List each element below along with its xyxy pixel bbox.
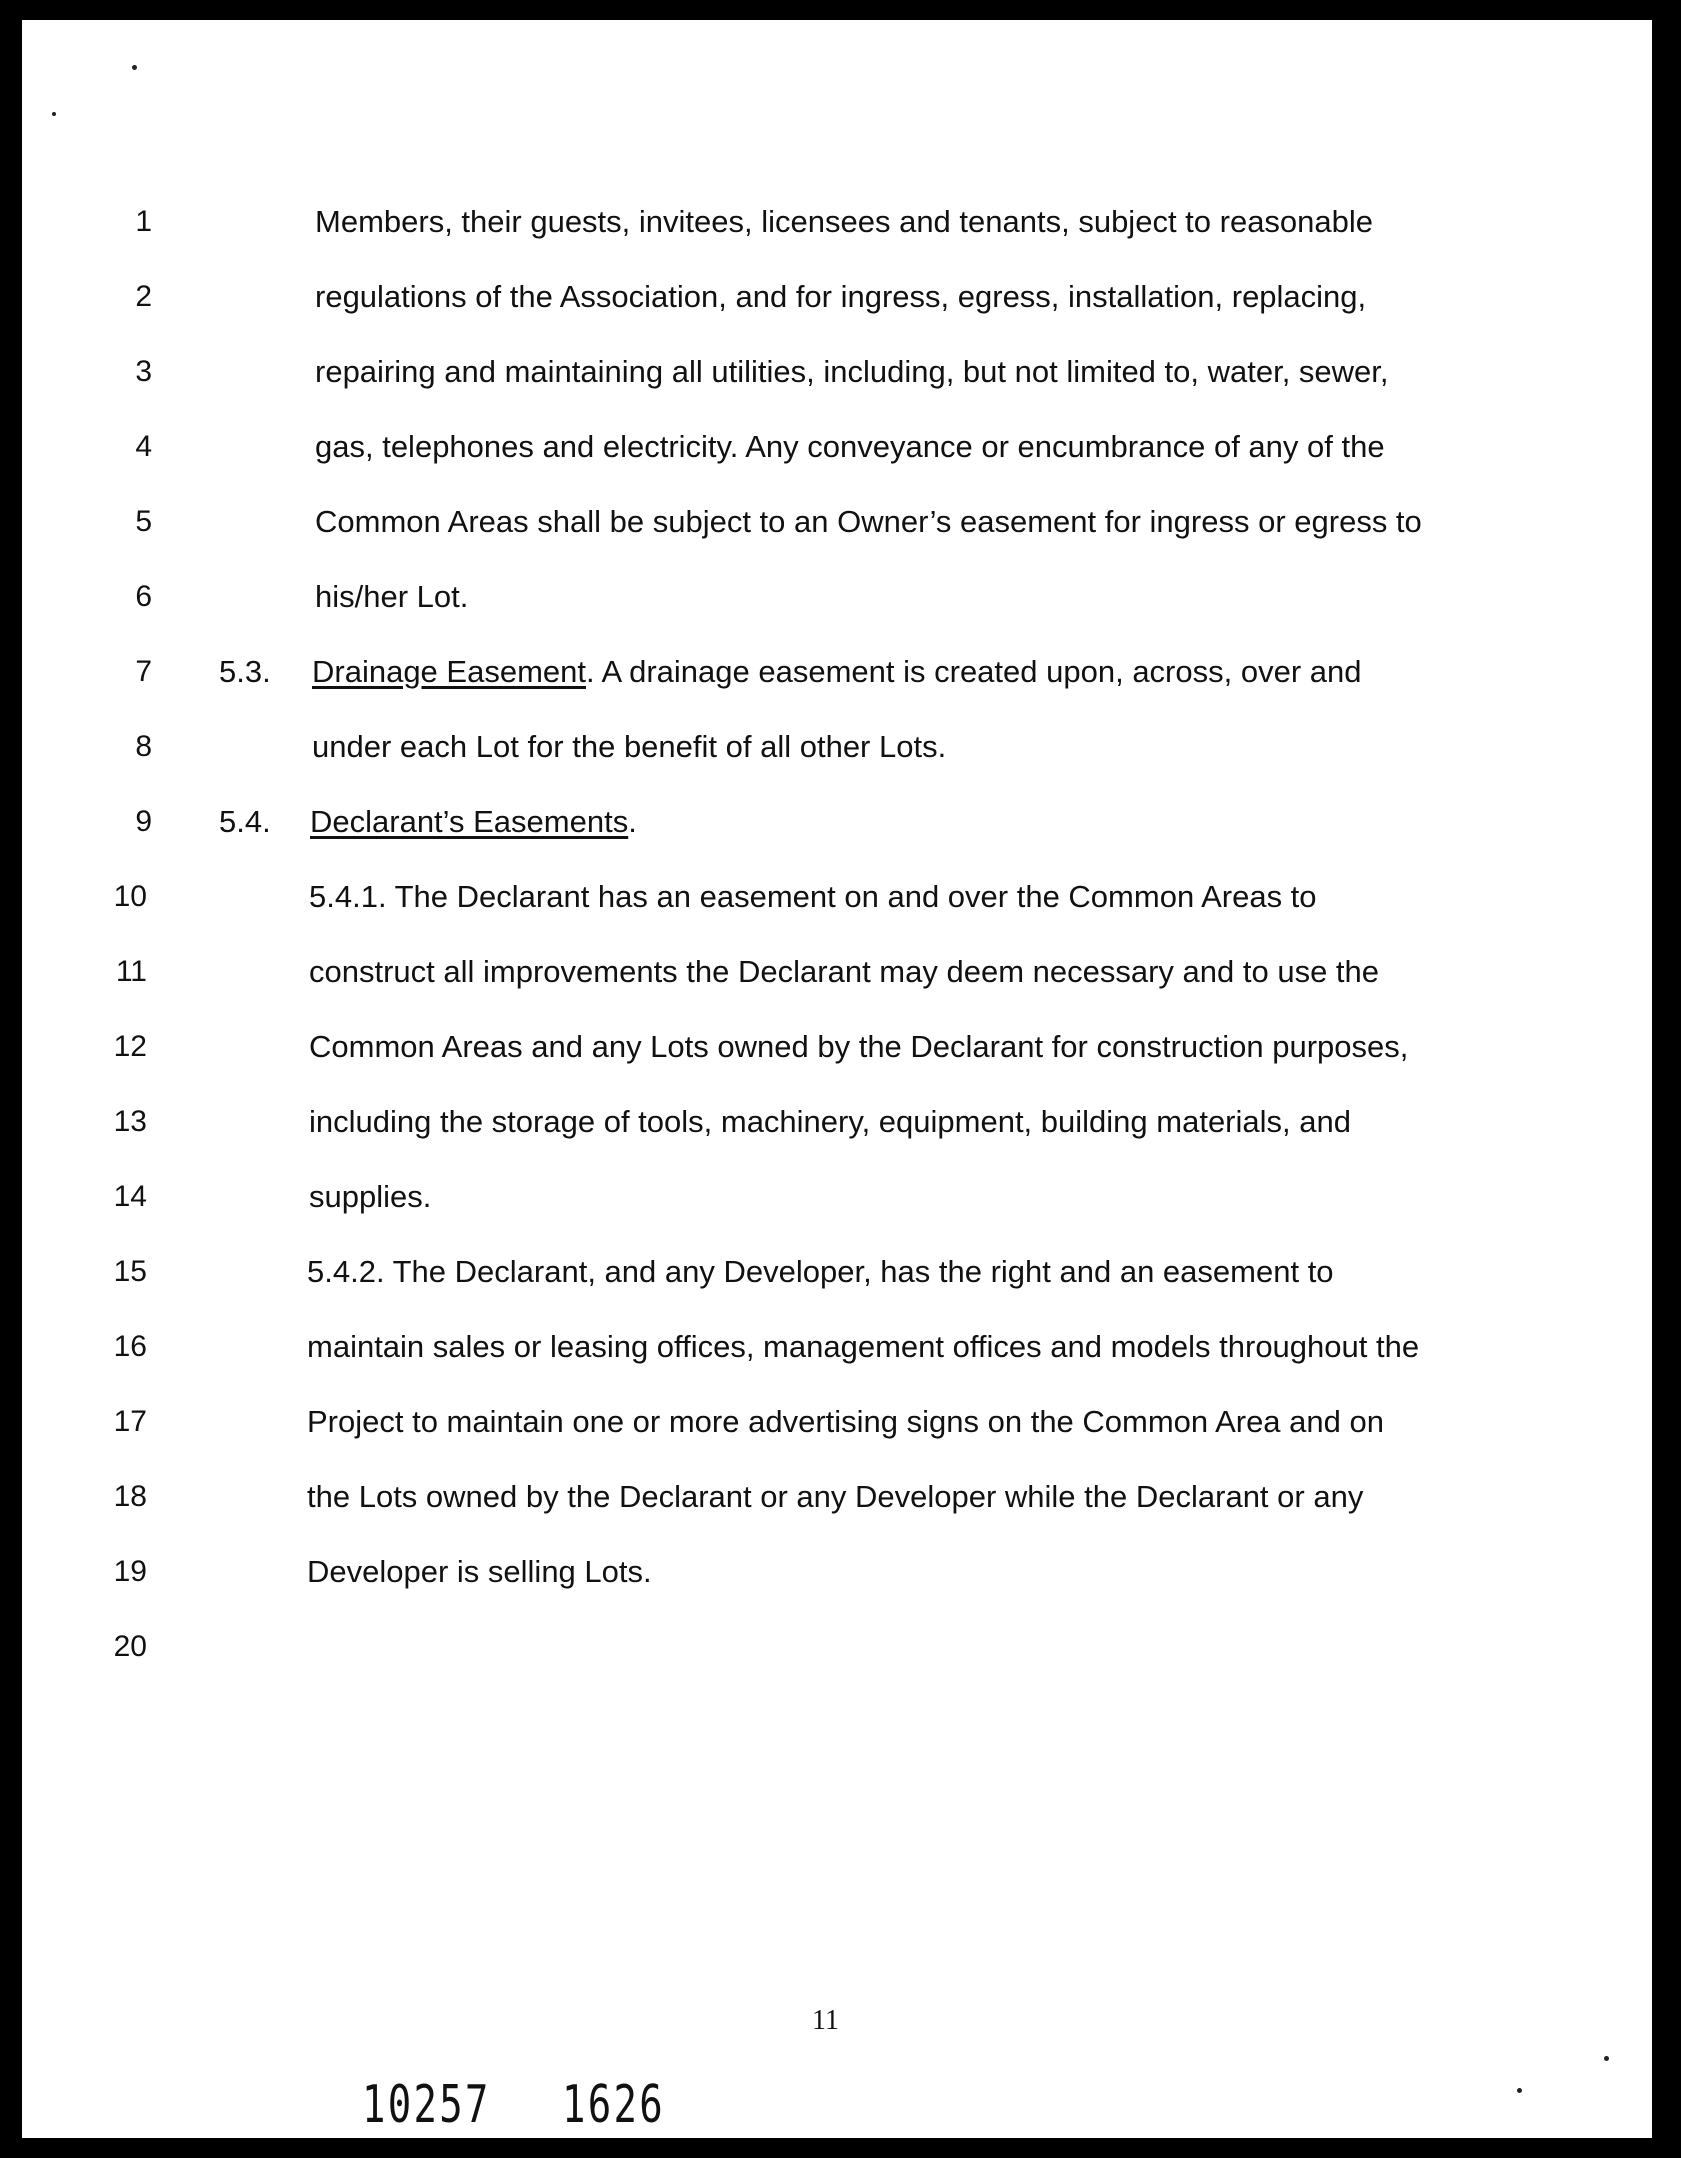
body-text-line: . A drainage easement is created upon, across, over and	[586, 654, 1362, 689]
section-number: 5.4.	[219, 804, 271, 839]
body-text-line: gas, telephones and electricity. Any conveyance or encumbrance of any of the	[315, 429, 1385, 464]
line-number: 13	[113, 1105, 147, 1138]
body-text-line: Members, their guests, invitees, licensees and tenants, subject to reasonable	[315, 204, 1374, 239]
body-text-line: Common Areas shall be subject to an Owner’s easement for ingress or egress to	[315, 504, 1422, 539]
section-number: 5.3.	[219, 654, 271, 689]
body-text-line: Common Areas and any Lots owned by the Declarant for construction purposes,	[309, 1029, 1409, 1064]
body-text-line: regulations of the Association, and for ingress, egress, installation, replacing,	[315, 279, 1367, 314]
line-number: 6	[135, 580, 152, 613]
section-heading-line	[310, 806, 637, 837]
line-number: 18	[113, 1480, 147, 1513]
body-text-line: supplies.	[309, 1179, 432, 1214]
line-number: 10	[113, 880, 147, 913]
section-heading-line	[312, 656, 1361, 687]
line-number: 14	[113, 1180, 147, 1213]
recording-stamp-page: 1626	[562, 2075, 665, 2135]
body-text-line: under each Lot for the benefit of all other Lots.	[312, 729, 947, 764]
body-text-line: including the storage of tools, machinery, equipment, building materials, and	[309, 1104, 1351, 1139]
body-text-line: Developer is selling Lots.	[307, 1554, 652, 1589]
body-text-line: his/her Lot.	[315, 579, 469, 614]
line-number: 4	[135, 430, 152, 463]
scan-speck	[1517, 2088, 1522, 2093]
body-text-line: the Lots owned by the Declarant or any Developer while the Declarant or any	[307, 1479, 1364, 1514]
line-number: 19	[113, 1555, 147, 1588]
line-number: 2	[135, 280, 152, 313]
scan-speck	[132, 65, 137, 70]
line-number: 7	[135, 655, 152, 688]
page-number: 11	[812, 2005, 839, 2036]
line-number: 8	[135, 730, 152, 763]
line-number: 1	[135, 205, 152, 238]
body-text-line: maintain sales or leasing offices, management offices and models throughout the	[307, 1329, 1420, 1364]
line-number: 17	[113, 1405, 147, 1438]
line-number: 16	[113, 1330, 147, 1363]
document-page	[22, 20, 1652, 2138]
body-text-line: 5.4.1. The Declarant has an easement on and over the Common Areas to	[309, 879, 1317, 914]
body-text-line: construct all improvements the Declarant may deem necessary and to use the	[309, 954, 1380, 989]
body-text-line: repairing and maintaining all utilities, including, but not limited to, water, sewer,	[315, 354, 1389, 389]
line-number: 3	[135, 355, 152, 388]
section-heading: Drainage Easement	[312, 654, 586, 689]
recording-stamp-book: 10257	[362, 2075, 491, 2135]
body-text-line: .	[628, 804, 637, 839]
body-text-line: Project to maintain one or more advertising signs on the Common Area and on	[307, 1404, 1384, 1439]
scan-speck	[1604, 2056, 1609, 2061]
line-number: 12	[113, 1030, 147, 1063]
line-number: 5	[135, 505, 152, 538]
line-number: 15	[113, 1255, 147, 1288]
section-heading: Declarant’s Easements	[310, 804, 629, 839]
line-number: 20	[113, 1630, 147, 1663]
body-text-line: 5.4.2. The Declarant, and any Developer, has the right and an easement to	[307, 1254, 1334, 1289]
line-number: 11	[115, 955, 147, 988]
scan-speck	[52, 112, 56, 116]
line-number: 9	[135, 805, 152, 838]
